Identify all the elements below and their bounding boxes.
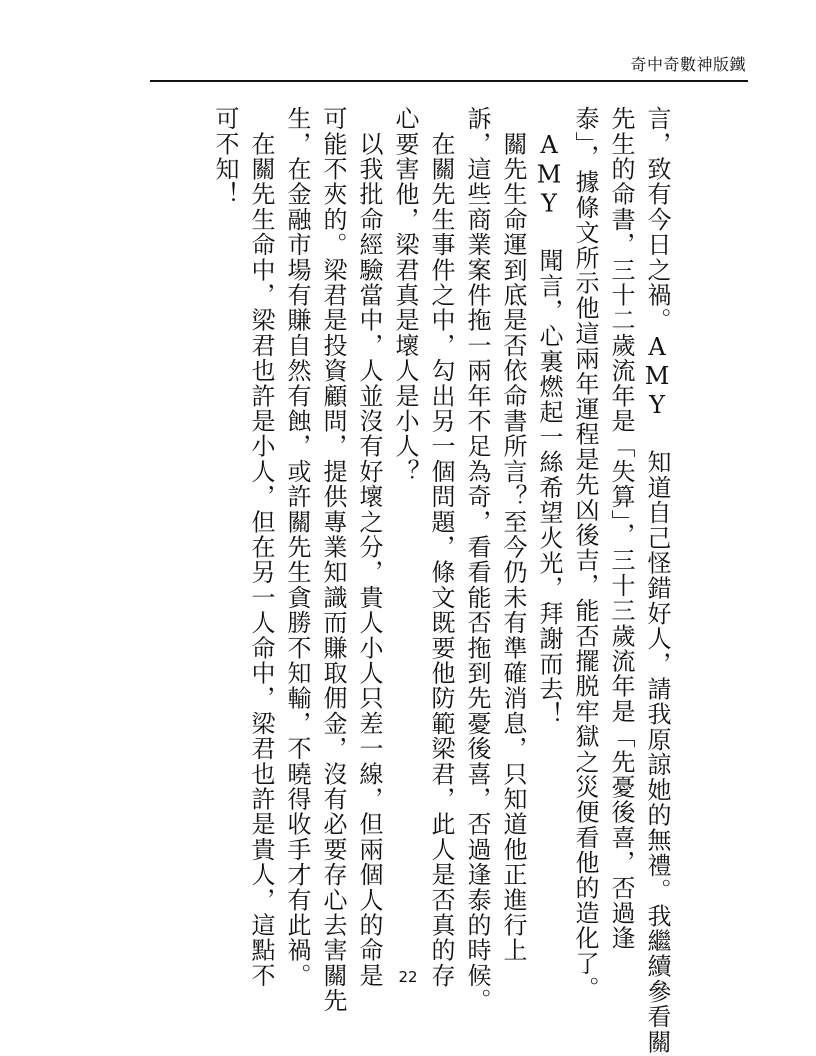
- text-column: 可能不夾的。梁君是投資顧問，提供專業知識而賺取佣金，沒有必要存心去害關先: [319, 106, 347, 1014]
- text-column: 訴，這些商業案件拖一兩年不足為奇，看看能否拖到先憂後喜，否過逢泰的時候。: [463, 106, 491, 1014]
- page-number: 22: [398, 968, 418, 986]
- text-column: 關先生命運到底是否依命書所言？至今仍未有準確消息，只知道他正進行上: [499, 106, 527, 963]
- text-column: AMY 聞言，心裏燃起一絲希望火光，拜謝而去！: [535, 106, 563, 727]
- text-column: 在關先生命中，梁君也許是小人，但在另一人命中，梁君也許是貴人，這點不: [247, 106, 275, 988]
- text-column: 泰」，據條文所示他這兩年運程是先凶後吉，能否擺脱牢獄之災便看他的造化了。: [571, 106, 599, 1002]
- text-column: 先生的命書，三十二歲流年是「失算」，三十三歲流年是「先憂後喜，否過逢: [607, 106, 635, 951]
- text-column: 在關先生事件之中，勾出另一個問題，條文既要他防範梁君，此人是否真的存: [427, 106, 455, 988]
- text-column: 言，致有今日之禍。AMY 知道自己怪錯好人，請我原諒她的無禮。我繼續參看關: [643, 106, 671, 1055]
- text-column: 以我批命經驗當中，人並沒有好壞之分，貴人小人只差一線，但兩個人的命是: [355, 106, 383, 988]
- running-header: 奇中奇數神版鐵: [630, 55, 746, 74]
- text-column: 心要害他，梁君真是壞人是小人？: [391, 106, 419, 484]
- text-column: 可不知！: [211, 106, 239, 207]
- text-column: 生，在金融市場有賺自然有蝕，或許關先生貪勝不知輸，不曉得收手才有此禍。: [283, 106, 311, 988]
